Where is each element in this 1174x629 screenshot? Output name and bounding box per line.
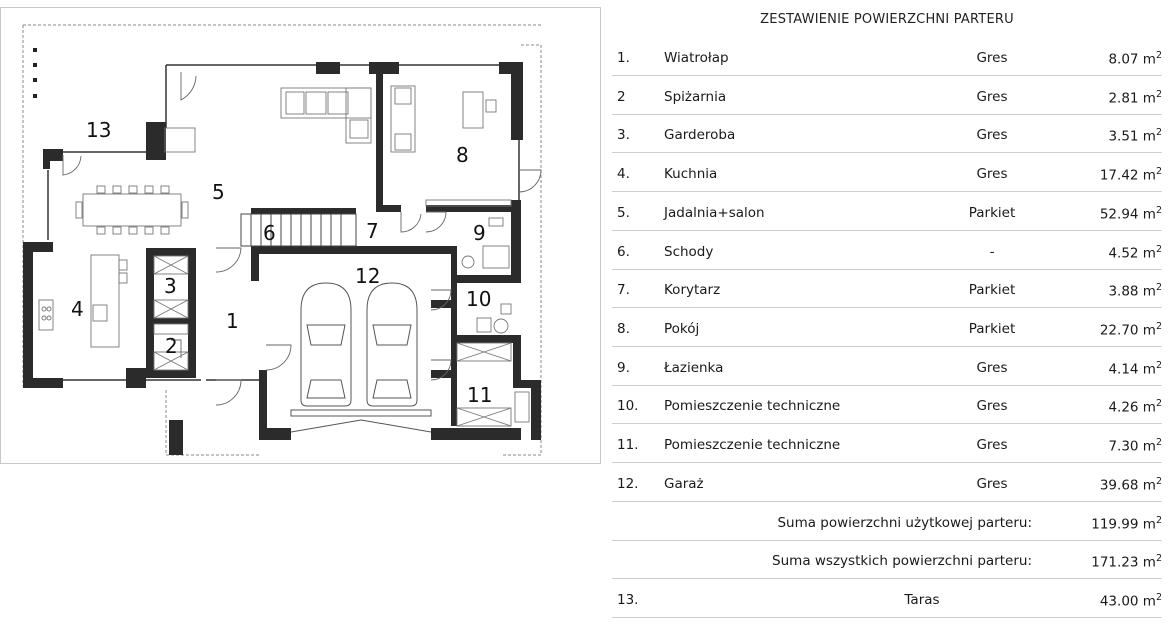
room-number-5: 5 bbox=[212, 180, 225, 204]
table-row bbox=[612, 77, 1162, 115]
room-area: 4.14 $m^2$ bbox=[1108, 359, 1162, 378]
room-name: Jadalnia+salon bbox=[664, 204, 765, 221]
floor-plan-drawing bbox=[1, 8, 600, 463]
sum-usable-label: Suma powierzchni użytkowej parteru: bbox=[777, 515, 1032, 531]
floor-material: Gres bbox=[976, 88, 1008, 105]
room-name: Schody bbox=[664, 243, 714, 260]
table-row bbox=[612, 232, 1162, 270]
door-swings bbox=[63, 72, 541, 405]
table-row bbox=[612, 154, 1162, 192]
room-number-6: 6 bbox=[263, 221, 276, 245]
room-name: Wiatrołap bbox=[664, 50, 729, 66]
sum-all-area: 171.23 $m^2$ bbox=[1091, 553, 1162, 571]
terrace-name: Taras bbox=[904, 592, 940, 608]
room-number-3: 3 bbox=[164, 274, 177, 298]
row-number: 2 bbox=[617, 88, 626, 105]
room-name: Pomieszczenie techniczne bbox=[664, 437, 841, 453]
floor-material: Parkiet bbox=[968, 204, 1016, 221]
table-row bbox=[612, 309, 1162, 347]
room-area: 8.07 $m^2$ bbox=[1108, 50, 1162, 68]
table-row bbox=[612, 425, 1162, 463]
sum-all-label: Suma wszystkich powierzchni parteru: bbox=[772, 553, 1032, 569]
table-row bbox=[612, 348, 1162, 386]
row-number: 6. bbox=[617, 243, 630, 260]
row-number: 5. bbox=[617, 204, 630, 221]
terrace-lights bbox=[33, 48, 37, 98]
stairs bbox=[241, 214, 356, 246]
room-name: Pomieszczenie techniczne bbox=[664, 398, 841, 415]
room-number-2: 2 bbox=[165, 334, 178, 358]
sum-usable-row bbox=[612, 503, 1162, 541]
row-number: 1. bbox=[617, 50, 630, 66]
row-number: 9. bbox=[617, 359, 630, 376]
room-name: Garaż bbox=[664, 475, 704, 492]
table-title: ZESTAWIENIE POWIERZCHNI PARTERU bbox=[760, 12, 1014, 27]
room-name: Garderoba bbox=[664, 127, 736, 144]
room-area: 3.88 $m^2$ bbox=[1108, 282, 1162, 300]
floor-material: Parkiet bbox=[968, 282, 1016, 299]
terrace-area: 43.00 $m^2$ bbox=[1099, 592, 1162, 610]
table-row bbox=[612, 464, 1162, 502]
table-row bbox=[612, 115, 1162, 153]
room-name: Spiżarnia bbox=[664, 88, 727, 105]
room-area: 39.68 $m^2$ bbox=[1099, 475, 1162, 494]
room-number-10: 10 bbox=[466, 287, 492, 311]
sum-usable-area: 119.99 $m^2$ bbox=[1091, 515, 1162, 533]
room-area: 52.94 $m^2$ bbox=[1099, 204, 1162, 223]
room-name: Pokój bbox=[664, 320, 700, 337]
room-area: 7.30 $m^2$ bbox=[1108, 437, 1162, 455]
room-area: 4.52 $m^2$ bbox=[1108, 243, 1162, 261]
terrace-row bbox=[612, 580, 1162, 618]
terrace-outline bbox=[23, 25, 541, 455]
room-name: Łazienka bbox=[664, 359, 724, 376]
room-number-7: 7 bbox=[366, 219, 379, 243]
table-row bbox=[612, 38, 1162, 76]
floor-material: Gres bbox=[976, 398, 1008, 415]
room-number-4: 4 bbox=[71, 297, 84, 321]
room-number-11: 11 bbox=[467, 383, 493, 407]
row-number: 10. bbox=[617, 398, 639, 415]
garage-cars bbox=[301, 283, 417, 406]
room-area: 4.26 $m^2$ bbox=[1108, 398, 1162, 416]
floor-plan bbox=[0, 7, 601, 464]
room-area: 2.81 $m^2$ bbox=[1108, 88, 1162, 107]
room-area: 17.42 $m^2$ bbox=[1099, 166, 1162, 184]
terrace-number: 13. bbox=[617, 592, 639, 608]
floor-material: Gres bbox=[976, 50, 1008, 66]
floor-material: Gres bbox=[976, 127, 1008, 144]
room-name: Kuchnia bbox=[664, 166, 718, 183]
room-area: 22.70 $m^2$ bbox=[1099, 320, 1162, 339]
room-number-9: 9 bbox=[473, 221, 486, 245]
garage-door bbox=[291, 410, 431, 432]
sum-all-row bbox=[612, 541, 1162, 579]
row-number: 7. bbox=[617, 282, 630, 299]
table-row bbox=[612, 193, 1162, 231]
floor-material: Gres bbox=[976, 475, 1008, 492]
room-number-8: 8 bbox=[456, 143, 469, 167]
room-number-1: 1 bbox=[226, 309, 239, 333]
room-number-12: 12 bbox=[355, 264, 381, 288]
floor-material: Gres bbox=[976, 437, 1008, 453]
row-number: 12. bbox=[617, 475, 639, 492]
room-name: Korytarz bbox=[664, 282, 721, 299]
row-number: 3. bbox=[617, 127, 630, 144]
row-number: 11. bbox=[617, 437, 639, 453]
floor-material: Gres bbox=[976, 359, 1008, 376]
row-number: 4. bbox=[617, 166, 630, 183]
table-row bbox=[612, 386, 1162, 424]
room-area: 3.51 $m^2$ bbox=[1108, 127, 1162, 145]
floor-material: Parkiet bbox=[968, 320, 1016, 337]
table-row bbox=[612, 270, 1162, 308]
floor-material: Gres bbox=[976, 166, 1008, 183]
floor-material: - bbox=[989, 243, 995, 260]
row-number: 8. bbox=[617, 320, 630, 337]
room-number-13: 13 bbox=[86, 118, 112, 142]
